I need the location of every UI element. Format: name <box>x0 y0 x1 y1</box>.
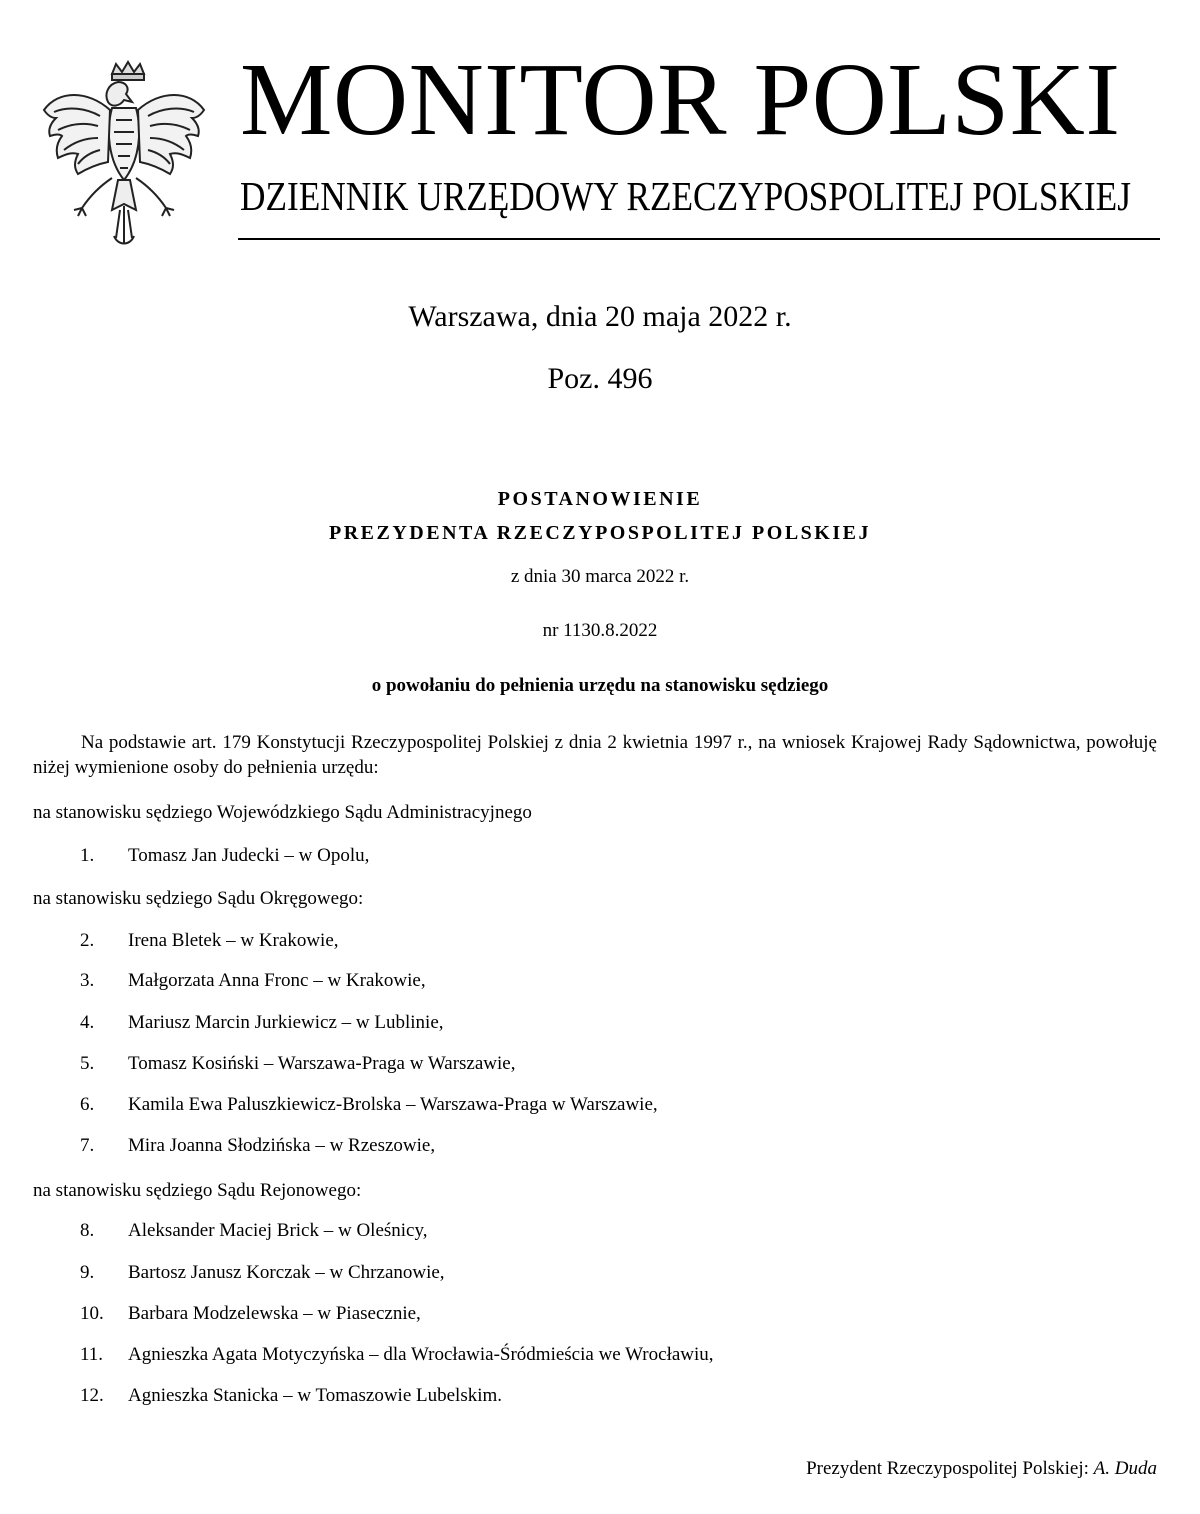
item-number: 1. <box>80 845 95 866</box>
document-date: z dnia 30 marca 2022 r. <box>510 566 690 587</box>
item-text: Agnieszka Agata Motyczyńska – dla Wrocławia-Śródmieścia we Wrocławiu, <box>128 1344 714 1365</box>
item-number: 2. <box>80 930 95 951</box>
item-number: 10. <box>80 1303 104 1324</box>
item-text: Bartosz Janusz Korczak – w Chrzanowie, <box>128 1262 445 1283</box>
item-number: 12. <box>80 1385 104 1406</box>
item-text: Tomasz Kosiński – Warszawa-Praga w Warszawie, <box>128 1053 516 1074</box>
section-heading-wsa: na stanowisku sędziego Wojewódzkiego Sądu Administracyjnego <box>33 802 532 823</box>
item-text: Aleksander Maciej Brick – w Oleśnicy, <box>128 1220 428 1241</box>
polish-eagle-icon <box>38 60 210 250</box>
signature-label: Prezydent Rzeczypospolitej Polskiej: <box>806 1458 1094 1479</box>
item-text: Mariusz Marcin Jurkiewicz – w Lublinie, <box>128 1012 444 1033</box>
item-text: Barbara Modzelewska – w Piasecznie, <box>128 1303 421 1324</box>
item-number: 3. <box>80 970 95 991</box>
place-date: Warszawa, dnia 20 maja 2022 r. <box>408 300 792 333</box>
list-item <box>80 1303 421 1325</box>
signature-name: A. Duda <box>1093 1458 1157 1479</box>
list-item <box>80 1344 714 1366</box>
list-item <box>80 970 426 992</box>
list-item <box>80 845 369 867</box>
list-item <box>80 1012 444 1034</box>
item-number: 8. <box>80 1220 95 1241</box>
masthead-divider <box>238 238 1160 240</box>
item-text: Kamila Ewa Paluszkiewicz-Brolska – Warszawa-Praga w Warszawie, <box>128 1094 658 1115</box>
list-item <box>80 1220 428 1242</box>
item-text: Małgorzata Anna Fronc – w Krakowie, <box>128 970 426 991</box>
document-number: nr 1130.8.2022 <box>542 620 658 641</box>
intro-paragraph: Na podstawie art. 179 Konstytucji Rzeczypospolitej Polskiej z dnia 2 kwietnia 1997 r., na wniosek Krajowej Rady Sądownictwa, powołuję niżej wymienione osoby do pełnienia urzędu: <box>33 732 1157 778</box>
list-item <box>80 1135 435 1157</box>
item-number: 5. <box>80 1053 95 1074</box>
section-heading-sr: na stanowisku sędziego Sądu Rejonowego: <box>33 1180 362 1201</box>
signature <box>806 1458 1157 1480</box>
document-subject: o powołaniu do pełnienia urzędu na stanowisku sędziego <box>371 675 829 696</box>
masthead-title: MONITOR POLSKI <box>240 42 1121 157</box>
list-item <box>80 1053 515 1075</box>
section-heading-so: na stanowisku sędziego Sądu Okręgowego: <box>33 888 364 909</box>
document-type: POSTANOWIENIE <box>497 488 703 510</box>
document-issuer: PREZYDENTA RZECZYPOSPOLITEJ POLSKIEJ <box>329 522 871 544</box>
item-number: 4. <box>80 1012 95 1033</box>
item-number: 7. <box>80 1135 95 1156</box>
item-text: Irena Bletek – w Krakowie, <box>128 930 339 951</box>
list-item <box>80 930 339 952</box>
item-text: Tomasz Jan Judecki – w Opolu, <box>128 845 370 866</box>
masthead-subtitle: DZIENNIK URZĘDOWY RZECZYPOSPOLITEJ POLSKIEJ <box>240 173 1131 219</box>
item-number: 11. <box>80 1344 104 1365</box>
list-item <box>80 1385 502 1407</box>
position-number: Poz. 496 <box>547 362 653 395</box>
item-text: Mira Joanna Słodzińska – w Rzeszowie, <box>128 1135 436 1156</box>
item-text: Agnieszka Stanicka – w Tomaszowie Lubelskim. <box>128 1385 503 1406</box>
item-number: 9. <box>80 1262 95 1283</box>
item-number: 6. <box>80 1094 95 1115</box>
list-item <box>80 1094 658 1116</box>
list-item <box>80 1262 445 1284</box>
